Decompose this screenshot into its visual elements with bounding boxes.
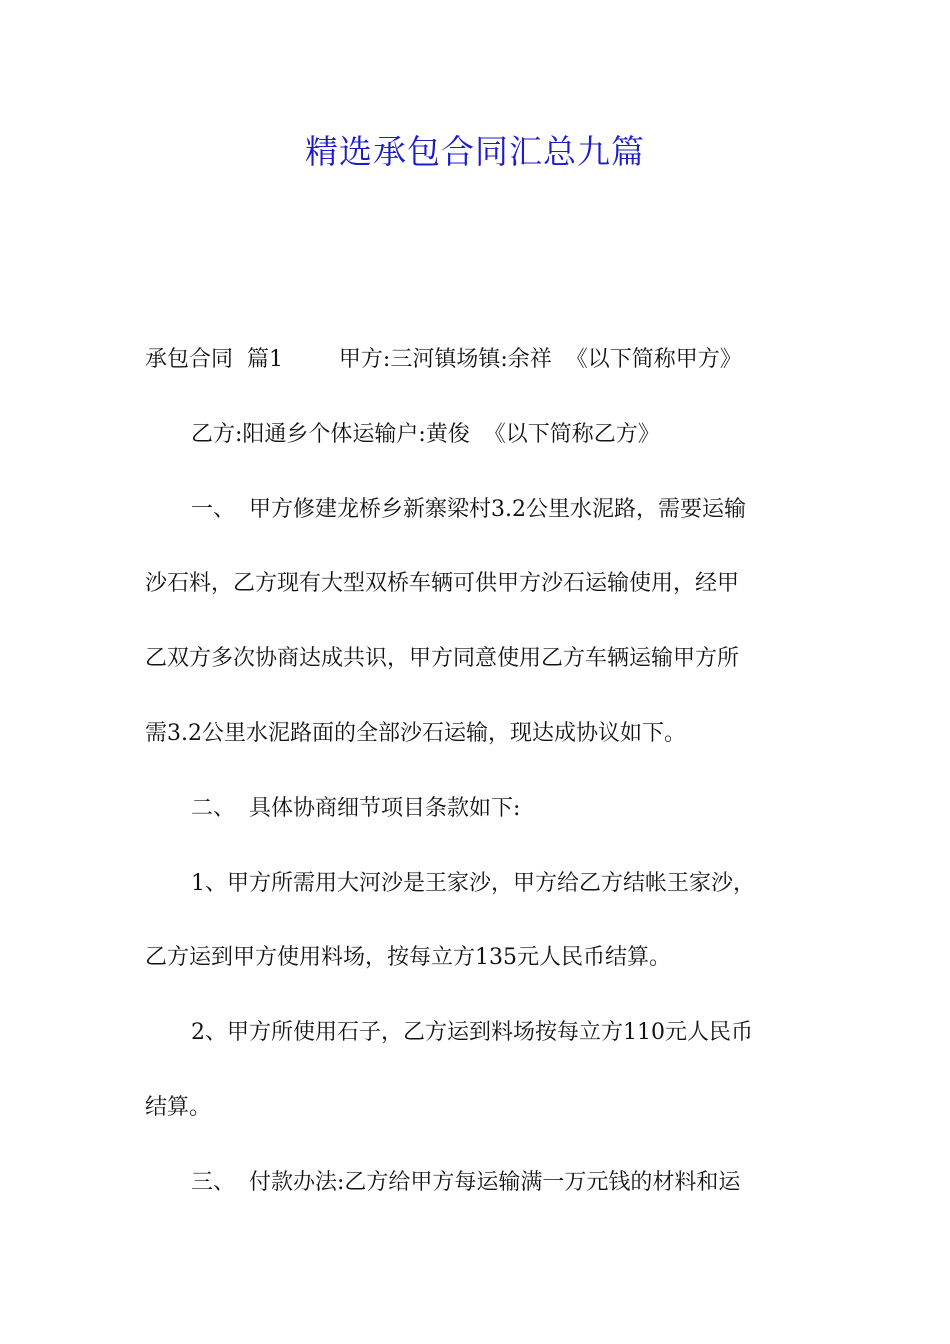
paragraph-line-3: 一、 甲方修建龙桥乡新寨梁村3.2公里水泥路，需要运输 (191, 496, 746, 522)
paragraph-line-8: 1、甲方所需用大河沙是王家沙，甲方给乙方结帐王家沙， (191, 870, 755, 896)
paragraph-line-7: 二、 具体协商细节项目条款如下: (191, 795, 521, 821)
paragraph-line-6: 需3.2公里水泥路面的全部沙石运输，现达成协议如下。 (145, 720, 686, 746)
paragraph-line-4: 沙石料，乙方现有大型双桥车辆可供甲方沙石运输使用，经甲 (145, 571, 740, 597)
paragraph-line-11: 结算。 (145, 1094, 212, 1120)
paragraph-line-5: 乙双方多次协商达成共识，甲方同意使用乙方车辆运输甲方所 (145, 646, 740, 672)
document-title: 精选承包合同汇总九篇 (305, 132, 645, 171)
paragraph-line-9: 乙方运到甲方使用料场，按每立方135元人民币结算。 (145, 945, 671, 971)
paragraph-line-2: 乙方:阳通乡个体运输户:黄俊 《以下简称乙方》 (191, 421, 660, 447)
paragraph-line-10: 2、甲方所使用石子，乙方运到料场按每立方110元人民币 (191, 1020, 753, 1046)
paragraph-line-12: 三、 付款办法:乙方给甲方每运输满一万元钱的材料和运 (191, 1169, 741, 1195)
document-body (145, 336, 815, 1234)
paragraph-line-1: 承包合同 篇1 甲方:三河镇场镇:余祥 《以下简称甲方》 (145, 347, 742, 372)
